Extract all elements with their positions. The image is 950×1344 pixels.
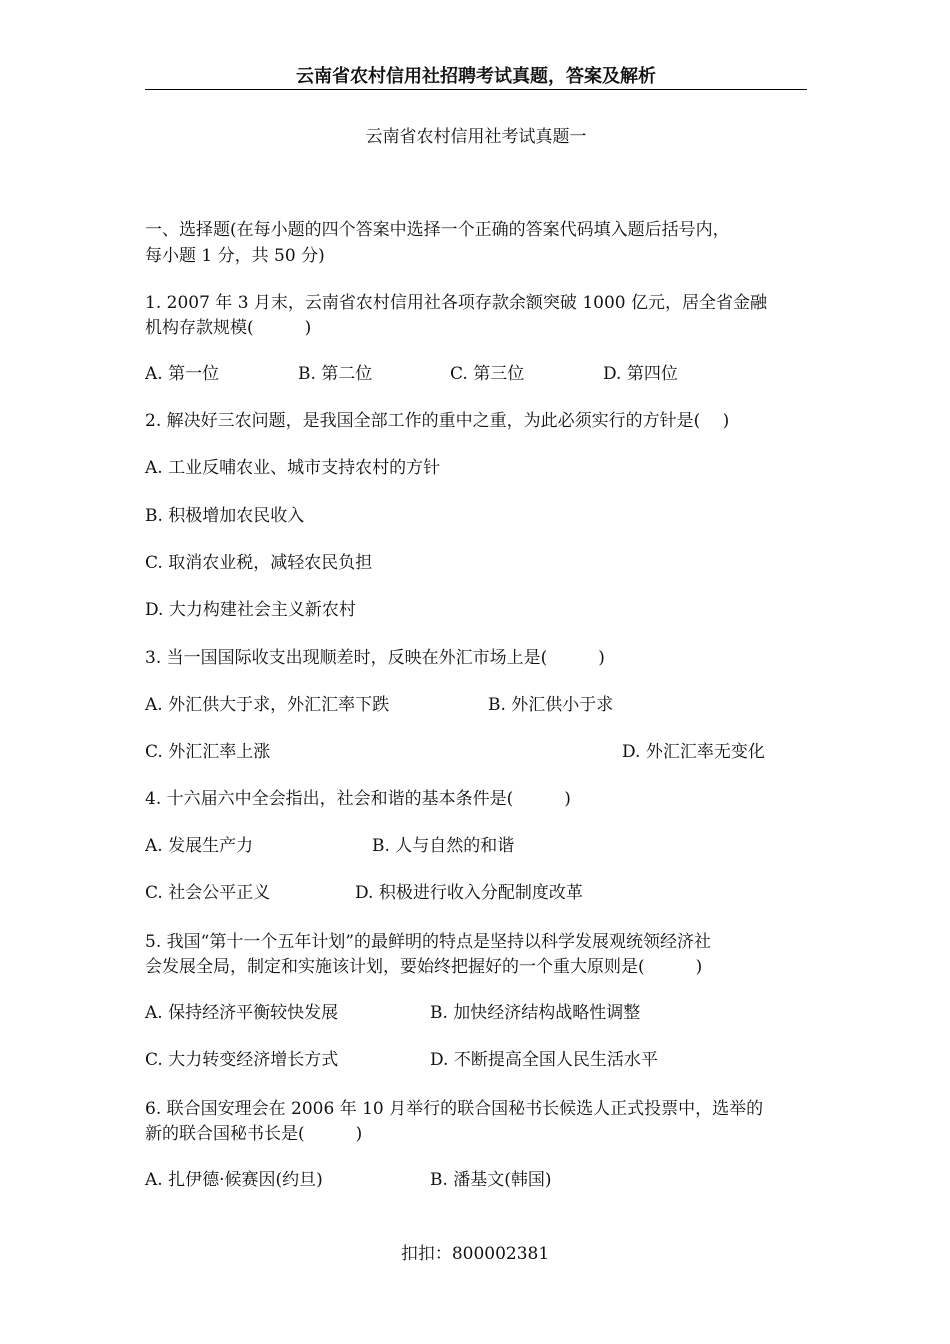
question-4-option-b: B. 人与自然的和谐 <box>372 836 515 856</box>
page-footer-contact: 扣扣：800002381 <box>400 1244 550 1264</box>
question-5-option-c: C. 大力转变经济增长方式 <box>145 1050 339 1070</box>
question-5-option-d: D. 不断提高全国人民生活水平 <box>430 1050 658 1070</box>
document-title: 云南省农村信用社考试真题一 <box>365 127 587 147</box>
question-5-line-1: 5. 我国“第十一个五年计划”的最鲜明的特点是坚持以科学发展观统领经济社 <box>145 932 712 952</box>
question-1-option-b: B. 第二位 <box>298 364 373 384</box>
question-1-line-2: 机构存款规模( ) <box>145 318 312 338</box>
question-3-option-c: C. 外汇汇率上涨 <box>145 742 271 762</box>
question-6-line-2: 新的联合国秘书长是( ) <box>145 1124 363 1144</box>
question-1-option-c: C. 第三位 <box>450 364 525 384</box>
question-5-option-b: B. 加快经济结构战略性调整 <box>430 1003 641 1023</box>
page-header: 云南省农村信用社招聘考试真题，答案及解析 <box>296 66 656 87</box>
question-6-option-a: A. 扎伊德·候赛因(约旦) <box>145 1170 323 1190</box>
question-5-line-2: 会发展全局，制定和实施该计划，要始终把握好的一个重大原则是( ) <box>145 957 703 977</box>
question-2-option-c: C. 取消农业税，减轻农民负担 <box>145 553 373 573</box>
question-2-option-a: A. 工业反哺农业、城市支持农村的方针 <box>145 458 441 478</box>
question-6-line-1: 6. 联合国安理会在 2006 年 10 月举行的联合国秘书长候选人正式投票中，选举的 <box>145 1099 764 1119</box>
question-2-line-1: 2. 解决好三农问题，是我国全部工作的重中之重，为此必须实行的方针是( ) <box>145 411 730 431</box>
question-4-option-d: D. 积极进行收入分配制度改革 <box>355 883 583 903</box>
question-3-option-d: D. 外汇汇率无变化 <box>622 742 765 762</box>
question-1-option-d: D. 第四位 <box>603 364 678 384</box>
question-2-option-d: D. 大力构建社会主义新农村 <box>145 600 356 620</box>
question-4-option-a: A. 发展生产力 <box>145 836 254 856</box>
question-2-option-b: B. 积极增加农民收入 <box>145 506 305 526</box>
question-4-option-c: C. 社会公平正义 <box>145 883 271 903</box>
question-1-option-a: A. 第一位 <box>145 364 220 384</box>
question-5-option-a: A. 保持经济平衡较快发展 <box>145 1003 339 1023</box>
question-4-line-1: 4. 十六届六中全会指出，社会和谐的基本条件是( ) <box>145 789 571 809</box>
question-3-option-a: A. 外汇供大于求，外汇汇率下跌 <box>145 695 390 715</box>
section-instructions-line-1: 一、选择题(在每小题的四个答案中选择一个正确的答案代码填入题后括号内， <box>145 220 730 240</box>
question-6-option-b: B. 潘基文(韩国) <box>430 1170 552 1190</box>
header-divider <box>145 89 807 90</box>
question-1-line-1: 1. 2007 年 3 月末，云南省农村信用社各项存款余额突破 1000 亿元，居全省金融 <box>145 293 767 313</box>
question-3-line-1: 3. 当一国国际收支出现顺差时，反映在外汇市场上是( ) <box>145 648 605 668</box>
question-3-option-b: B. 外汇供小于求 <box>488 695 614 715</box>
section-instructions-line-2: 每小题 1 分，共 50 分) <box>145 246 325 266</box>
